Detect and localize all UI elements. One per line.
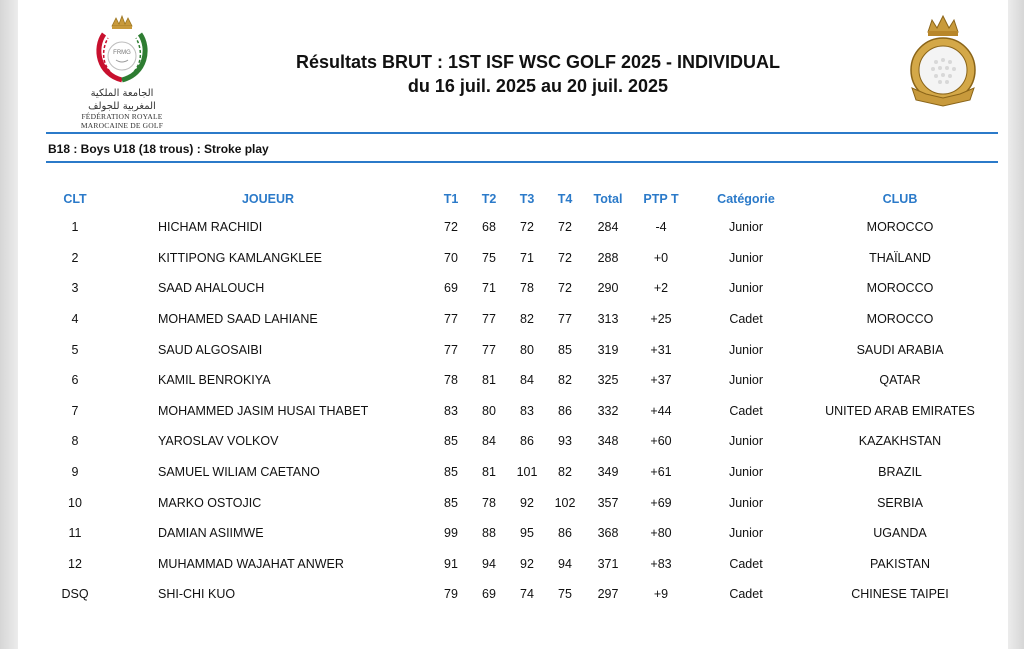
cell-rank: 7: [71, 403, 79, 418]
cell-player: SAUD ALGOSAIBI: [158, 342, 263, 357]
cell-t1: 85: [444, 465, 458, 480]
cell-t2: 69: [482, 587, 496, 602]
table-row: [46, 549, 998, 580]
cell-t3: 80: [520, 342, 534, 357]
cell-t1: 91: [444, 556, 458, 571]
cell-t4: 93: [558, 434, 572, 449]
cell-rank: 10: [68, 495, 82, 510]
cell-t2: 84: [482, 434, 496, 449]
page-title: [218, 50, 858, 98]
cell-t3: 92: [520, 495, 534, 510]
cell-t2: 78: [482, 495, 496, 510]
cell-t4: 102: [554, 495, 576, 510]
cell-player: KITTIPONG KAMLANGKLEE: [158, 250, 322, 265]
cell-category: Junior: [728, 250, 764, 265]
cell-club: QATAR: [879, 373, 921, 388]
cell-total: 319: [597, 342, 619, 357]
cell-t3: 101: [516, 465, 538, 480]
frmg-logo: [72, 14, 172, 134]
section-divider: [46, 161, 998, 163]
cell-t3: 78: [520, 281, 534, 296]
header-divider: [46, 132, 998, 134]
frmg-emblem-icon: [90, 14, 154, 86]
table-row: [46, 273, 998, 304]
cell-t2: 94: [482, 556, 496, 571]
cell-t2: 77: [482, 342, 496, 357]
cell-player: YAROSLAV VOLKOV: [158, 434, 279, 449]
cell-rank: DSQ: [61, 587, 89, 602]
cell-t4: 72: [558, 220, 572, 235]
cell-total: 371: [597, 556, 619, 571]
table-row: [46, 304, 998, 335]
cell-t1: 69: [444, 281, 458, 296]
cell-player: SAAD AHALOUCH: [158, 281, 265, 296]
col-header-joueur: JOUEUR: [241, 192, 295, 206]
cell-t3: 86: [520, 434, 534, 449]
cell-player: DAMIAN ASIIMWE: [158, 526, 264, 541]
cell-t3: 92: [520, 556, 534, 571]
cell-total: 284: [597, 220, 619, 235]
cell-t4: 94: [558, 556, 572, 571]
page-shadow-left: [0, 0, 18, 649]
cell-t2: 77: [482, 312, 496, 327]
table-row: [46, 396, 998, 427]
cell-rank: 2: [71, 250, 79, 265]
cell-category: Cadet: [729, 312, 763, 327]
cell-category: Cadet: [729, 403, 763, 418]
table-row: [46, 426, 998, 457]
cell-t1: 72: [444, 220, 458, 235]
cell-rank: 9: [71, 465, 79, 480]
cell-t4: 82: [558, 373, 572, 388]
cell-t4: 72: [558, 281, 572, 296]
cell-t4: 85: [558, 342, 572, 357]
cell-club: UGANDA: [873, 526, 927, 541]
cell-ptp: +0: [653, 250, 669, 265]
cell-rank: 1: [71, 220, 79, 235]
cell-total: 297: [597, 587, 619, 602]
table-row: [46, 365, 998, 396]
col-header-t1: T1: [443, 192, 459, 206]
cell-rank: 8: [71, 434, 79, 449]
cell-t2: 80: [482, 403, 496, 418]
cell-ptp: +25: [650, 312, 672, 327]
cell-t1: 78: [444, 373, 458, 388]
cell-category: Junior: [728, 495, 764, 510]
cell-club: MOROCCO: [866, 220, 934, 235]
cell-t3: 71: [520, 250, 534, 265]
fed-name-arabic-1: الجامعة الملكية: [90, 88, 154, 99]
cell-ptp: -4: [655, 220, 667, 235]
cell-club: SERBIA: [877, 495, 923, 510]
table-row: [46, 243, 998, 274]
cell-t2: 81: [482, 373, 496, 388]
cell-t2: 71: [482, 281, 496, 296]
cell-ptp: +31: [650, 342, 672, 357]
cell-t4: 86: [558, 403, 572, 418]
svg-text:FRMG: FRMG: [113, 50, 131, 56]
cell-t3: 84: [520, 373, 534, 388]
section-label: B18 : Boys U18 (18 trous) : Stroke play: [48, 142, 269, 156]
col-header-t2: T2: [481, 192, 497, 206]
title-line-2: du 16 juil. 2025 au 20 juil. 2025: [407, 76, 669, 96]
cell-category: Junior: [728, 281, 764, 296]
table-row: [46, 212, 998, 243]
cell-total: 313: [597, 312, 619, 327]
cell-club: MOROCCO: [866, 312, 934, 327]
cell-ptp: +9: [653, 587, 669, 602]
cell-t3: 95: [520, 526, 534, 541]
col-header-t3: T3: [519, 192, 535, 206]
cell-t1: 99: [444, 526, 458, 541]
cell-player: MUHAMMAD WAJAHAT ANWER: [158, 556, 344, 571]
table-header-row: [46, 186, 998, 212]
table-row: [46, 518, 998, 549]
cell-t4: 82: [558, 465, 572, 480]
cell-t1: 79: [444, 587, 458, 602]
cell-category: Junior: [728, 465, 764, 480]
cell-ptp: +2: [653, 281, 669, 296]
cell-player: MOHAMMED JASIM HUSAI THABET: [158, 403, 369, 418]
cell-player: HICHAM RACHIDI: [158, 220, 263, 235]
cell-category: Junior: [728, 342, 764, 357]
fed-name-arabic-2: المغربية للجولف: [88, 101, 156, 112]
cell-club: BRAZIL: [878, 465, 922, 480]
cell-t3: 83: [520, 403, 534, 418]
fed-name-french-1: FÉDÉRATION ROYALE: [81, 112, 163, 121]
cell-total: 349: [597, 465, 619, 480]
cell-ptp: +44: [650, 403, 672, 418]
table-row: [46, 457, 998, 488]
cell-player: MOHAMED SAAD LAHIANE: [158, 312, 318, 327]
golf-ball-crest-icon: [898, 14, 988, 109]
cell-total: 357: [597, 495, 619, 510]
col-header-categorie: Catégorie: [717, 192, 775, 206]
cell-t4: 86: [558, 526, 572, 541]
results-body: [46, 212, 998, 610]
cell-t1: 77: [444, 342, 458, 357]
page-shadow-right: [1008, 0, 1024, 649]
cell-ptp: +69: [650, 495, 672, 510]
cell-total: 325: [597, 373, 619, 388]
cell-t3: 72: [520, 220, 534, 235]
cell-t1: 83: [444, 403, 458, 418]
title-line-1: Résultats BRUT : 1ST ISF WSC GOLF 2025 - INDIVIDUAL: [295, 52, 781, 72]
col-header-clt: CLT: [63, 192, 87, 206]
cell-ptp: +80: [650, 526, 672, 541]
cell-category: Junior: [728, 373, 764, 388]
cell-t1: 85: [444, 434, 458, 449]
col-header-ptp: PTP T: [643, 192, 679, 206]
cell-player: SHI-CHI KUO: [158, 587, 236, 602]
cell-category: Junior: [728, 526, 764, 541]
cell-t3: 74: [520, 587, 534, 602]
cell-club: THAÏLAND: [869, 250, 931, 265]
col-header-t4: T4: [557, 192, 573, 206]
cell-rank: 11: [68, 526, 82, 541]
cell-ptp: +37: [650, 373, 672, 388]
cell-t1: 70: [444, 250, 458, 265]
cell-player: KAMIL BENROKIYA: [158, 373, 271, 388]
cell-ptp: +61: [650, 465, 672, 480]
cell-t1: 77: [444, 312, 458, 327]
cell-rank: 12: [68, 556, 82, 571]
cell-player: MARKO OSTOJIC: [158, 495, 262, 510]
cell-t3: 82: [520, 312, 534, 327]
cell-club: PAKISTAN: [870, 556, 930, 571]
cell-ptp: +83: [650, 556, 672, 571]
table-row: [46, 334, 998, 365]
document-page: [18, 0, 1008, 649]
fed-name-french-2: MAROCAINE DE GOLF: [80, 121, 164, 130]
golf-crest-logo: [898, 14, 988, 109]
cell-rank: 5: [71, 342, 79, 357]
cell-t4: 77: [558, 312, 572, 327]
cell-total: 290: [597, 281, 619, 296]
cell-club: KAZAKHSTAN: [858, 434, 942, 449]
cell-club: CHINESE TAIPEI: [851, 587, 949, 602]
cell-category: Cadet: [729, 556, 763, 571]
cell-club: SAUDI ARABIA: [856, 342, 944, 357]
cell-t1: 85: [444, 495, 458, 510]
cell-category: Junior: [728, 434, 764, 449]
cell-t2: 68: [482, 220, 496, 235]
cell-club: UNITED ARAB EMIRATES: [825, 403, 975, 418]
cell-t4: 75: [558, 587, 572, 602]
cell-ptp: +60: [650, 434, 672, 449]
cell-rank: 3: [71, 281, 79, 296]
cell-t2: 81: [482, 465, 496, 480]
table-row: [46, 487, 998, 518]
table-row: [46, 579, 998, 610]
cell-t2: 75: [482, 250, 496, 265]
results-table: [46, 186, 998, 610]
cell-total: 348: [597, 434, 619, 449]
cell-club: MOROCCO: [866, 281, 934, 296]
cell-t2: 88: [482, 526, 496, 541]
col-header-club: CLUB: [882, 192, 918, 206]
cell-total: 368: [597, 526, 619, 541]
cell-rank: 6: [71, 373, 79, 388]
cell-category: Cadet: [729, 587, 763, 602]
cell-total: 332: [597, 403, 619, 418]
cell-t4: 72: [558, 250, 572, 265]
col-header-total: Total: [593, 192, 623, 206]
cell-player: SAMUEL WILIAM CAETANO: [158, 465, 320, 480]
cell-total: 288: [597, 250, 619, 265]
cell-category: Junior: [728, 220, 764, 235]
cell-rank: 4: [71, 312, 79, 327]
